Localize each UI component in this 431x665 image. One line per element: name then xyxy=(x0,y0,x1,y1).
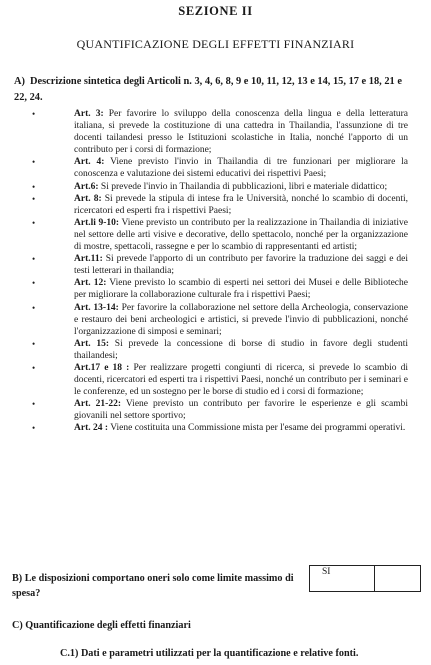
bullet-icon: • xyxy=(32,362,36,373)
list-item xyxy=(32,253,408,277)
article-text: Si prevede la concessione di borse di studio in favore degli studenti thailandesi; xyxy=(74,338,409,361)
article-text: Per realizzare progetti congiunti di ricerca, si prevede lo scambio di docenti, ricercatori ed esperti tra i rispettivi Paesi, nonché un contributo per i seminari e le conferenze, ed un sostegno per le borse di studio ed i corsi di formazione; xyxy=(74,362,409,398)
list-item xyxy=(32,302,408,338)
article-text: Viene previsto un contributo per favorire le esperienze e gli scambi giovanili nel settore sportivo; xyxy=(74,399,408,422)
article-text: Viene previsto un contributo per la realizzazione in Thailandia di iniziative nel settore delle arti visive e decorative, dello spettacolo, nonché per la organizzazione di mostre, spettacoli, rassegne e per lo scambio di rappresentanti ed artisti; xyxy=(74,217,408,253)
list-item xyxy=(32,193,409,217)
article-text: Si prevede la stipula di intese fra le Università, nonché lo scambio di docenti, ricercatori ed esperti fra i rispettivi Paesi; xyxy=(74,193,409,216)
section-a-text: Descrizione sintetica degli Articoli n. 3, 4, 6, 8, 9 e 10, 11, 12, 13 e 14, 15, 17 e 18, 21 e 22, 24. xyxy=(14,76,402,103)
article-number: Art. 8: xyxy=(74,193,102,204)
list-item xyxy=(32,398,408,422)
article-number: Art. 21-22: xyxy=(74,399,121,410)
article-text: Viene previsto l'invio in Thailandia di tre funzionari per migliorare la conoscenza e valutazione dei sistemi educativi dei rispettivi Paesi; xyxy=(74,157,408,180)
section-c1-text: Dati e parametri utilizzati per la quantificazione e relative fonti. xyxy=(80,648,359,659)
section-a-label: A) xyxy=(14,76,25,87)
list-item xyxy=(32,362,409,398)
list-item xyxy=(32,181,408,193)
bullet-icon: • xyxy=(32,338,36,349)
bullet-icon: • xyxy=(32,217,36,228)
section-c-heading xyxy=(12,620,412,631)
list-item xyxy=(32,277,408,301)
article-number: Art. 3: xyxy=(74,109,104,119)
bullet-icon: • xyxy=(32,157,36,168)
article-number: Art. 24 : xyxy=(74,423,109,434)
section-b-text: Le disposizioni comportano oneri solo come limite massimo di spesa? xyxy=(12,573,294,599)
bullet-icon: • xyxy=(32,423,36,434)
article-text: Si prevede l'invio in Thailandia di pubblicazioni, libri e materiale didattico; xyxy=(100,181,388,192)
section-title: SEZIONE II xyxy=(178,4,253,18)
article-text: Si prevede l'apporto di un contributo per favorire la traduzione dei saggi e dei testi letterari in thailandia; xyxy=(74,254,408,277)
list-item xyxy=(32,217,408,253)
section-a-heading xyxy=(14,74,414,105)
articles-list xyxy=(0,108,431,435)
list-item xyxy=(32,156,408,180)
bullet-icon: • xyxy=(32,193,36,204)
bullet-icon: • xyxy=(32,254,36,265)
article-number: Art. 13-14: xyxy=(74,302,119,313)
section-b-label: B) xyxy=(12,573,23,584)
answer-yes-cell: SI xyxy=(310,566,375,591)
article-text: Viene previsto lo scambio di esperti nei settori dei Musei e delle Biblioteche per migliorare la collaborazione culturale fra i rispettivi Paesi; xyxy=(74,278,408,301)
document-subtitle: QUANTIFICAZIONE DEGLI EFFETTI FINANZIARI xyxy=(76,37,355,51)
article-number: Art.11: xyxy=(74,254,103,265)
article-text: Per favorire lo sviluppo della conoscenza della lingua e della letteratura italiana, si prevede la costituzione di una cattedra in Thailandia, l'assunzione di tre docenti tailandesi presso le Istituzioni scolastiche in Italia, nonché l'apporto di un contributo per i corsi di formazione; xyxy=(74,109,409,156)
article-number: Art. 15: xyxy=(74,338,110,349)
article-number: Art.17 e 18 : xyxy=(74,362,130,373)
article-text: Per favorire la collaborazione nel settore della Archeologia, conservazione e restauro dei beni archeologici e artistici, si prevede l'invio di pubblicazioni, nonché l'organizzazione di simposi e seminari; xyxy=(74,302,408,337)
article-text: Viene costituita una Commissione mista per l'esame dei programmi operativi. xyxy=(110,423,406,434)
section-c-label: C) xyxy=(12,620,23,631)
bullet-icon: • xyxy=(32,399,36,410)
section-c-text: Quantificazione degli effetti finanziari xyxy=(25,620,191,631)
article-number: Art.6: xyxy=(74,181,99,192)
list-item xyxy=(32,338,409,362)
article-number: Art. 12: xyxy=(74,278,107,289)
section-b-question xyxy=(12,571,302,601)
list-item xyxy=(32,422,408,434)
bullet-icon: • xyxy=(32,278,36,289)
list-item xyxy=(32,108,409,156)
bullet-icon: • xyxy=(32,302,36,313)
article-number: Art.li 9-10: xyxy=(74,217,120,228)
answer-box xyxy=(309,565,421,592)
bullet-icon: • xyxy=(32,109,36,119)
bullet-icon: • xyxy=(32,181,36,192)
section-c1-heading xyxy=(60,648,420,659)
article-number: Art. 4: xyxy=(74,157,105,168)
section-c1-label: C.1) xyxy=(60,648,79,659)
